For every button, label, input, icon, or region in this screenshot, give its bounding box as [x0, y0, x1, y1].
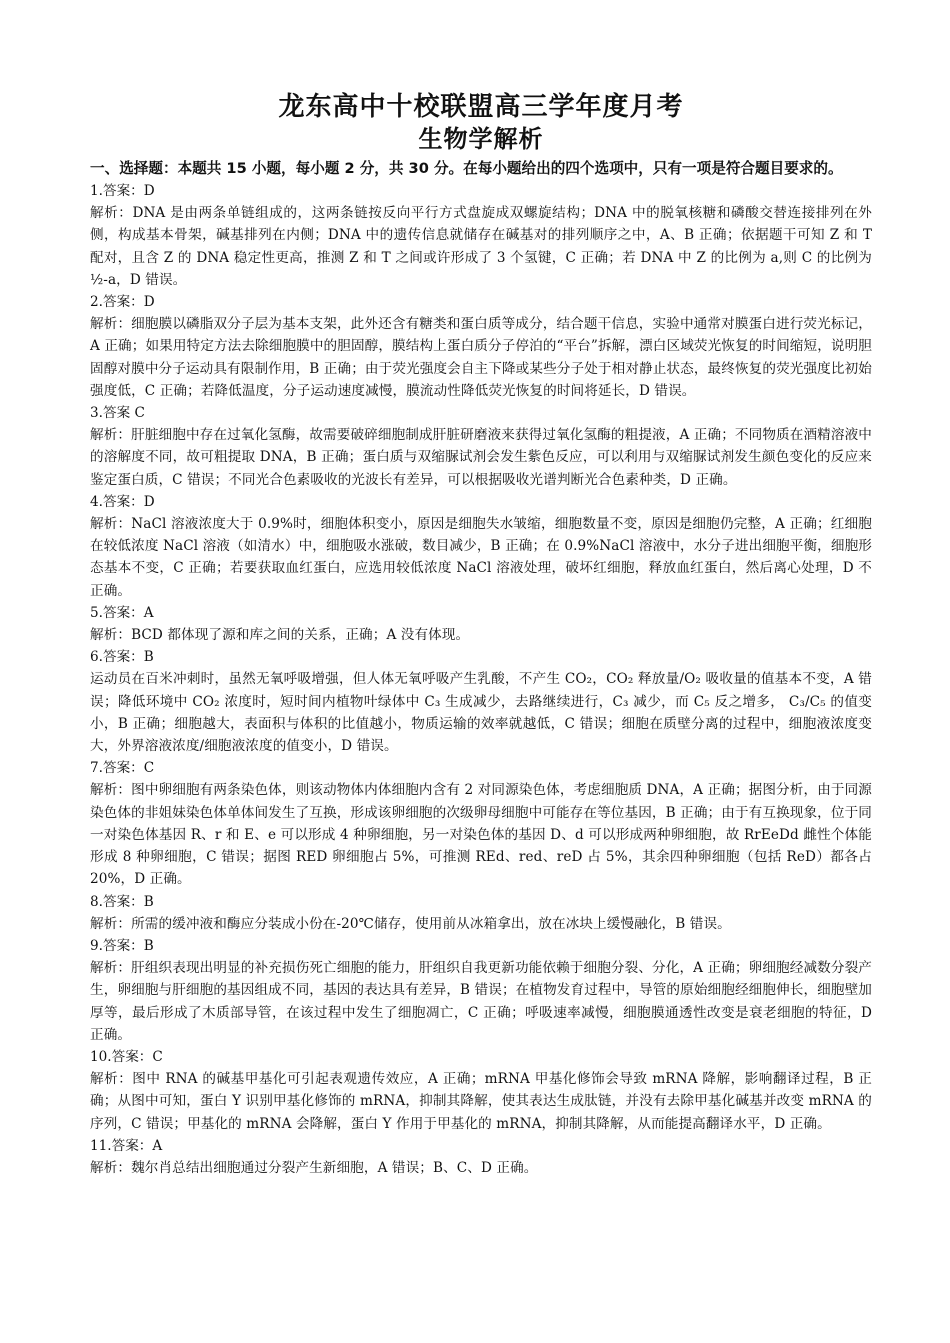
question-9-explanation: 解析：肝组织表现出明显的补充损伤死亡细胞的能力，肝组织自我更新功能依赖于细胞分裂、分化，A 正确；卵细胞经减数分裂产生，卵细胞与肝细胞的基因组成不同，基因的表达具有差异，B 错误；在植物发育过程中，导管的原始细胞经细胞伸长，细胞壁加厚等，最后形成了木质部导管，在该过程中发生了细胞凋亡，C 正确；呼吸速率减慢，细胞膜通透性改变是衰老细胞的特征，D 正确。 — [90, 960, 872, 1043]
question-6-explanation: 运动员在百米冲刺时，虽然无氧呼吸增强，但人体无氧呼吸产生乳酸，不产生 CO₂，CO₂ 释放量/O₂ 吸收量的值基本不变，A 错误；降低环境中 CO₂ 浓度时，短时间内植物叶绿体中 C₃ 生成减少，去路继续进行，C₃ 减少，而 C₅ 反之增多， C₃/C₅ 的值变小，B 正确；细胞越大，表面积与体积的比值越小，物质运输的效率就越低，C 错误；细胞在质壁分离的过程中，细胞液浓度变大，外界溶液浓度/细胞液浓度的值变小，D 错误。 — [90, 671, 872, 755]
question-8-answer: 8.答案：B — [90, 893, 154, 910]
question-6 — [90, 646, 872, 757]
question-4 — [90, 491, 872, 602]
question-1-answer: 1.答案：D — [90, 183, 155, 199]
question-5 — [90, 602, 872, 646]
question-11-answer: 11.答案：A — [90, 1137, 163, 1154]
question-4-explanation: 解析：NaCl 溶液浓度大于 0.9%时，细胞体积变小，原因是细胞失水皱缩，细胞数量不变，原因是细胞仍完整，A 正确；红细胞在较低浓度 NaCl 溶液（如清水）中，细胞吸水涨破，数目减少，B 正确；在 0.9%NaCl 溶液中，水分子进出细胞平衡，细胞形态基本不变，C 正确；若要获取血红蛋白，应选用较低浓度 NaCl 溶液处理，破坏红细胞，释放血红蛋白，然后离心处理，D 不正确。 — [90, 516, 872, 599]
question-5-answer: 5.答案：A — [90, 604, 154, 621]
question-10 — [90, 1046, 872, 1135]
question-8-explanation: 解析：所需的缓冲液和酶应分装成小份在-20℃储存，使用前从冰箱拿出，放在冰块上缓慢融化，B 错误。 — [90, 915, 731, 932]
question-6-answer: 6.答案：B — [90, 649, 154, 666]
question-5-explanation: 解析：BCD 都体现了源和库之间的关系，正确；A 没有体现。 — [90, 627, 470, 644]
question-3-explanation: 解析：肝脏细胞中存在过氧化氢酶，故需要破碎细胞制成肝脏研磨液来获得过氧化氢酶的粗提液，A 正确；不同物质在酒精溶液中的溶解度不同，故可粗提取 DNA，B 正确；蛋白质与双缩脲试剂会发生紫色反应，可以利用与双缩脲试剂发生颜色变化的反应来鉴定蛋白质，C 错误；不同光合色素吸收的光波长有差异，可以根据吸收光谱判断光合色素种类，D 正确。 — [90, 427, 872, 488]
question-3 — [90, 402, 872, 491]
question-7 — [90, 757, 872, 890]
question-7-answer: 7.答案：C — [90, 760, 155, 777]
question-10-explanation: 解析：图中 RNA 的碱基甲基化可引起表观遗传效应，A 正确；mRNA 甲基化修饰会导致 mRNA 降解，影响翻译过程，B 正确；从图中可知，蛋白 Y 识别甲基化修饰的 mRNA，抑制其降解，使其表达生成肽链，并没有去除甲基化碱基并改变 mRNA 的序列，C 错误；甲基化的 mRNA 会降解，蛋白 Y 作用于甲基化的 mRNA，抑制其降解，从而能提高翻译水平，D 正确。 — [90, 1071, 872, 1132]
question-7-explanation: 解析：图中卵细胞有两条染色体，则该动物体内体细胞内含有 2 对同源染色体，考虑细胞质 DNA，A 正确；据图分析，由于同源染色体的非姐妹染色体单体间发生了互换，形成该卵细胞的次级卵母细胞中可能存在等位基因，B 正确；由于有互换现象，位于同一对染色体基因 R、r 和 E、e 可以形成 4 种卵细胞，另一对染色体的基因 D、d 可以形成两种卵细胞，故 RrEeDd 雌性个体能形成 8 种卵细胞，C 错误；据图 RED 卵细胞占 5%，可推测 REd、red、reD 占 5%，其余四种卵细胞（包括 ReD）都各占 20%，D 正确。 — [90, 782, 872, 888]
question-1 — [90, 180, 872, 291]
question-10-answer: 10.答案：C — [90, 1048, 163, 1065]
question-3-answer: 3.答案 C — [90, 405, 145, 422]
question-2-answer: 2.答案：D — [90, 294, 155, 311]
document-title: 龙东高中十校联盟高三学年度月考 — [278, 92, 684, 122]
question-4-answer: 4.答案：D — [90, 493, 155, 510]
question-8 — [90, 891, 872, 935]
question-1-explanation: 解析：DNA 是由两条单链组成的，这两条链按反向平行方式盘旋成双螺旋结构；DNA 中的脱氧核糖和磷酸交替连接排列在外侧，构成基本骨架，碱基排列在内侧；DNA 中的遗传信息就储存在碱基对的排列顺序之中，A、B 正确；依据题干可知 Z 和 T 配对，且含 Z 的 DNA 稳定性更高，推测 Z 和 T 之间或许形成了 3 个氢键，C 正确；若 DNA 中 Z 的比例为 a,则 C 的比例为½-a，D 错误。 — [90, 205, 872, 288]
question-11-explanation: 解析：魏尔肖总结出细胞通过分裂产生新细胞，A 错误；B、C、D 正确。 — [90, 1159, 538, 1176]
document-page — [90, 92, 872, 1179]
question-11 — [90, 1135, 872, 1179]
question-2 — [90, 291, 872, 402]
section-heading: 一、选择题：本题共 15 小题，每小题 2 分，共 30 分。在每小题给出的四个选项中，只有一项是符合题目要求的。 — [90, 160, 843, 177]
document-subtitle: 生物学解析 — [418, 125, 544, 153]
question-2-explanation: 解析：细胞膜以磷脂双分子层为基本支架，此外还含有糖类和蛋白质等成分，结合题干信息，实验中通常对膜蛋白进行荧光标记，A 正确；如果用特定方法去除细胞膜中的胆固醇，膜结构上蛋白质分子停泊的“平台”拆解，漂白区域荧光恢复的时间缩短，说明胆固醇对膜中分子运动具有限制作用，B 正确；由于荧光强度会自主下降或某些分子处于相对静止状态，最终恢复的荧光强度比初始强度低，C 正确；若降低温度，分子运动速度减慢，膜流动性降低荧光恢复的时间将延长，D 错误。 — [90, 316, 872, 399]
question-9 — [90, 935, 872, 1046]
question-9-answer: 9.答案：B — [90, 937, 154, 954]
